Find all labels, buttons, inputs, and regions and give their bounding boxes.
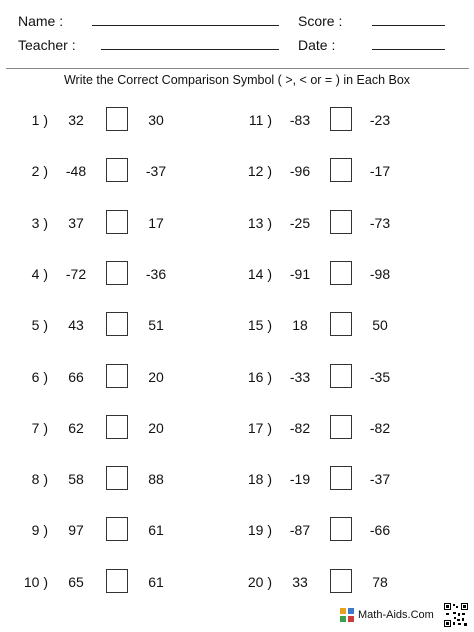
right-value: -73 — [369, 215, 391, 231]
right-value: 30 — [148, 112, 164, 128]
problem-item — [0, 569, 220, 595]
problem-item — [224, 517, 444, 543]
right-value: 78 — [372, 574, 388, 590]
qr-code-icon — [444, 603, 468, 627]
answer-box[interactable] — [106, 210, 128, 234]
answer-box[interactable] — [106, 466, 128, 490]
answer-box[interactable] — [106, 107, 128, 131]
answer-box[interactable] — [106, 364, 128, 388]
left-value: 58 — [68, 471, 84, 487]
left-value: -33 — [289, 369, 311, 385]
left-value: 43 — [68, 317, 84, 333]
answer-box[interactable] — [330, 364, 352, 388]
problem-number: 15 ) — [247, 317, 272, 333]
problem-item — [224, 158, 444, 184]
problem-number: 14 ) — [247, 266, 272, 282]
problem-item — [224, 364, 444, 390]
left-value: -91 — [289, 266, 311, 282]
problem-number: 5 ) — [31, 317, 48, 333]
problem-item — [224, 569, 444, 595]
left-value: 65 — [68, 574, 84, 590]
problem-number: 16 ) — [247, 369, 272, 385]
problem-item — [224, 466, 444, 492]
right-value: -82 — [369, 420, 391, 436]
right-value: -17 — [369, 163, 391, 179]
answer-box[interactable] — [106, 312, 128, 336]
left-value: 66 — [68, 369, 84, 385]
left-value: 97 — [68, 522, 84, 538]
problem-item — [0, 312, 220, 338]
right-value: 61 — [148, 574, 164, 590]
right-value: -36 — [145, 266, 167, 282]
answer-box[interactable] — [106, 158, 128, 182]
problem-item — [224, 415, 444, 441]
problem-item — [0, 466, 220, 492]
left-value: -72 — [65, 266, 87, 282]
right-value: -23 — [369, 112, 391, 128]
left-value: -83 — [289, 112, 311, 128]
answer-box[interactable] — [330, 210, 352, 234]
right-value: 61 — [148, 522, 164, 538]
left-value: 37 — [68, 215, 84, 231]
problem-item — [0, 517, 220, 543]
right-value: -37 — [145, 163, 167, 179]
right-value: 20 — [148, 420, 164, 436]
problem-number: 17 ) — [247, 420, 272, 436]
right-value: -66 — [369, 522, 391, 538]
problem-item — [224, 312, 444, 338]
right-value: 88 — [148, 471, 164, 487]
right-value: -37 — [369, 471, 391, 487]
answer-box[interactable] — [106, 569, 128, 593]
answer-box[interactable] — [330, 569, 352, 593]
right-value: -35 — [369, 369, 391, 385]
right-value: -98 — [369, 266, 391, 282]
problem-item — [224, 261, 444, 287]
right-value: 50 — [372, 317, 388, 333]
problem-number: 8 ) — [31, 471, 48, 487]
left-value: -25 — [289, 215, 311, 231]
right-value: 20 — [148, 369, 164, 385]
problem-item — [0, 364, 220, 390]
left-value: -48 — [65, 163, 87, 179]
answer-box[interactable] — [330, 466, 352, 490]
math-aids-logo-icon — [340, 608, 354, 622]
problem-item — [224, 107, 444, 133]
left-value: -87 — [289, 522, 311, 538]
problem-item — [224, 210, 444, 236]
problem-number: 2 ) — [31, 163, 48, 179]
footer-brand — [340, 608, 434, 622]
answer-box[interactable] — [330, 415, 352, 439]
problem-number: 11 ) — [248, 112, 272, 128]
problem-number: 9 ) — [31, 522, 48, 538]
left-value: -96 — [289, 163, 311, 179]
right-value: 51 — [148, 317, 164, 333]
answer-box[interactable] — [330, 107, 352, 131]
teacher-label: Teacher : — [18, 37, 76, 53]
answer-box[interactable] — [330, 158, 352, 182]
name-label: Name : — [18, 13, 64, 29]
problem-number: 6 ) — [31, 369, 48, 385]
problem-number: 7 ) — [31, 420, 48, 436]
problem-item — [0, 107, 220, 133]
problem-number: 1 ) — [31, 112, 48, 128]
left-value: -19 — [289, 471, 311, 487]
problem-item — [0, 210, 220, 236]
answer-box[interactable] — [106, 517, 128, 541]
answer-box[interactable] — [330, 261, 352, 285]
problem-number: 12 ) — [247, 163, 272, 179]
problem-number: 4 ) — [31, 266, 48, 282]
left-value: 32 — [68, 112, 84, 128]
problem-number: 18 ) — [247, 471, 272, 487]
answer-box[interactable] — [106, 261, 128, 285]
score-label: Score : — [298, 13, 343, 29]
problem-number: 13 ) — [247, 215, 272, 231]
instructions: Write the Correct Comparison Symbol ( >, < or = ) in Each Box — [63, 73, 411, 87]
problem-number: 3 ) — [31, 215, 48, 231]
left-value: 62 — [68, 420, 84, 436]
footer-brand-text: Math-Aids.Com — [358, 609, 434, 621]
left-value: 18 — [292, 317, 308, 333]
problem-number: 19 ) — [247, 522, 272, 538]
right-value: 17 — [148, 215, 164, 231]
problem-number: 10 ) — [23, 574, 48, 590]
date-label: Date : — [298, 37, 336, 53]
answer-box[interactable] — [106, 415, 128, 439]
answer-box[interactable] — [330, 517, 352, 541]
problem-item — [0, 261, 220, 287]
problem-number: 20 ) — [247, 574, 272, 590]
left-value: -82 — [289, 420, 311, 436]
left-value: 33 — [292, 574, 308, 590]
problem-item — [0, 158, 220, 184]
answer-box[interactable] — [330, 312, 352, 336]
problem-item — [0, 415, 220, 441]
